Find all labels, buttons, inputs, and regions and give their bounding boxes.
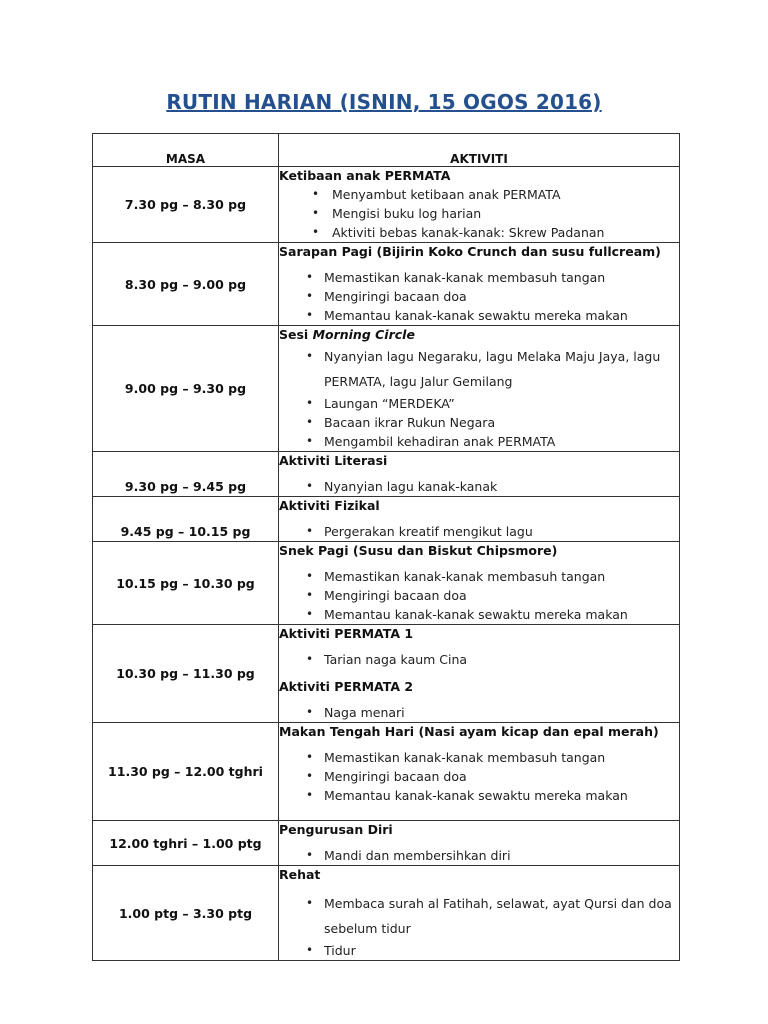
activity-heading: Aktiviti Fizikal (279, 498, 380, 513)
list-item: • Nyanyian lagu Negaraku, lagu Melaka Maju Jaya, lagu PERMATA, lagu Jalur Gemilang (279, 344, 679, 394)
list-item: • Memantau kanak-kanak sewaktu mereka makan (279, 786, 679, 805)
list-item: • Mengiringi bacaan doa (279, 767, 679, 786)
activity-heading: Sarapan Pagi (Bijirin Koko Crunch dan susu fullcream) (279, 244, 661, 259)
list-item: • Memantau kanak-kanak sewaktu mereka makan (279, 605, 679, 624)
activity-list (279, 522, 679, 541)
activity-cell (279, 326, 680, 452)
activity-heading (279, 326, 679, 344)
list-item: • Naga menari (279, 703, 679, 722)
list-item: • Mengambil kehadiran anak PERMATA (279, 432, 679, 451)
list-item: • Mengisi buku log harian (279, 204, 679, 223)
list-item: • Pergerakan kreatif mengikut lagu (279, 522, 679, 541)
activity-cell (279, 625, 680, 723)
activity-heading: Aktiviti Literasi (279, 453, 388, 468)
activity-cell (279, 452, 680, 497)
list-item: • Nyanyian lagu kanak-kanak (279, 477, 679, 496)
time-cell: 11.30 pg – 12.00 tghri (93, 723, 279, 821)
activity-list (279, 703, 679, 722)
list-item: • Mengiringi bacaan doa (279, 287, 679, 306)
time-cell: 10.30 pg – 11.30 pg (93, 625, 279, 723)
list-item: • Laungan “MERDEKA” (279, 394, 679, 413)
activity-heading: Aktiviti PERMATA 1 (279, 626, 414, 641)
heading-italic: Morning Circle (312, 327, 415, 342)
list-item: • Mengiringi bacaan doa (279, 586, 679, 605)
activity-heading: Pengurusan Diri (279, 822, 393, 837)
activity-heading: Ketibaan anak PERMATA (279, 168, 451, 183)
time-cell: 7.30 pg – 8.30 pg (93, 167, 279, 243)
table-row (93, 542, 680, 625)
table-row (93, 243, 680, 326)
table-row (93, 625, 680, 723)
activity-cell (279, 821, 680, 866)
table-row (93, 821, 680, 866)
table-row (93, 723, 680, 821)
activity-cell (279, 723, 680, 821)
table-header-row (93, 134, 680, 167)
activity-heading: Rehat (279, 867, 321, 882)
table-row (93, 167, 680, 243)
time-cell: 9.00 pg – 9.30 pg (93, 326, 279, 452)
list-item: • Tarian naga kaum Cina (279, 650, 679, 669)
activity-cell (279, 167, 680, 243)
activity-list (279, 567, 679, 624)
list-item: • Mandi dan membersihkan diri (279, 846, 679, 865)
heading-prefix: Sesi (279, 327, 313, 342)
list-item: • Aktiviti bebas kanak-kanak: Skrew Padanan (279, 223, 679, 242)
time-cell: 1.00 ptg – 3.30 ptg (93, 866, 279, 961)
time-cell: 10.15 pg – 10.30 pg (93, 542, 279, 625)
header-masa: MASA (93, 134, 279, 167)
table-row (93, 866, 680, 961)
activity-heading: Snek Pagi (Susu dan Biskut Chipsmore) (279, 543, 558, 558)
activity-heading: Aktiviti PERMATA 2 (279, 679, 414, 694)
table-row (93, 497, 680, 542)
activity-cell (279, 497, 680, 542)
activity-list (279, 650, 679, 669)
list-item: • Memastikan kanak-kanak membasuh tangan (279, 567, 679, 586)
list-item: • Bacaan ikrar Rukun Negara (279, 413, 679, 432)
activity-list (279, 344, 679, 451)
time-cell: 8.30 pg – 9.00 pg (93, 243, 279, 326)
activity-list (279, 477, 679, 496)
list-item: • Memantau kanak-kanak sewaktu mereka makan (279, 306, 679, 325)
table-row (93, 452, 680, 497)
list-item: • Membaca surah al Fatihah, selawat, ayat Qursi dan doa sebelum tidur (279, 891, 679, 941)
activity-list (279, 748, 679, 805)
activity-cell (279, 243, 680, 326)
list-item: • Menyambut ketibaan anak PERMATA (279, 185, 679, 204)
time-cell: 9.45 pg – 10.15 pg (93, 497, 279, 542)
activity-cell (279, 542, 680, 625)
list-item: • Tidur (279, 941, 679, 960)
list-item: • Memastikan kanak-kanak membasuh tangan (279, 748, 679, 767)
activity-list (279, 846, 679, 865)
activity-list (279, 268, 679, 325)
table-row (93, 326, 680, 452)
schedule-table (92, 133, 680, 961)
header-aktiviti: AKTIVITI (279, 134, 680, 167)
time-cell: 9.30 pg – 9.45 pg (93, 452, 279, 497)
list-item: • Memastikan kanak-kanak membasuh tangan (279, 268, 679, 287)
page-title: RUTIN HARIAN (ISNIN, 15 OGOS 2016) (166, 90, 602, 114)
activity-cell (279, 866, 680, 961)
activity-list (279, 185, 679, 242)
activity-list (279, 891, 679, 960)
activity-heading: Makan Tengah Hari (Nasi ayam kicap dan epal merah) (279, 724, 659, 739)
time-cell: 12.00 tghri – 1.00 ptg (93, 821, 279, 866)
